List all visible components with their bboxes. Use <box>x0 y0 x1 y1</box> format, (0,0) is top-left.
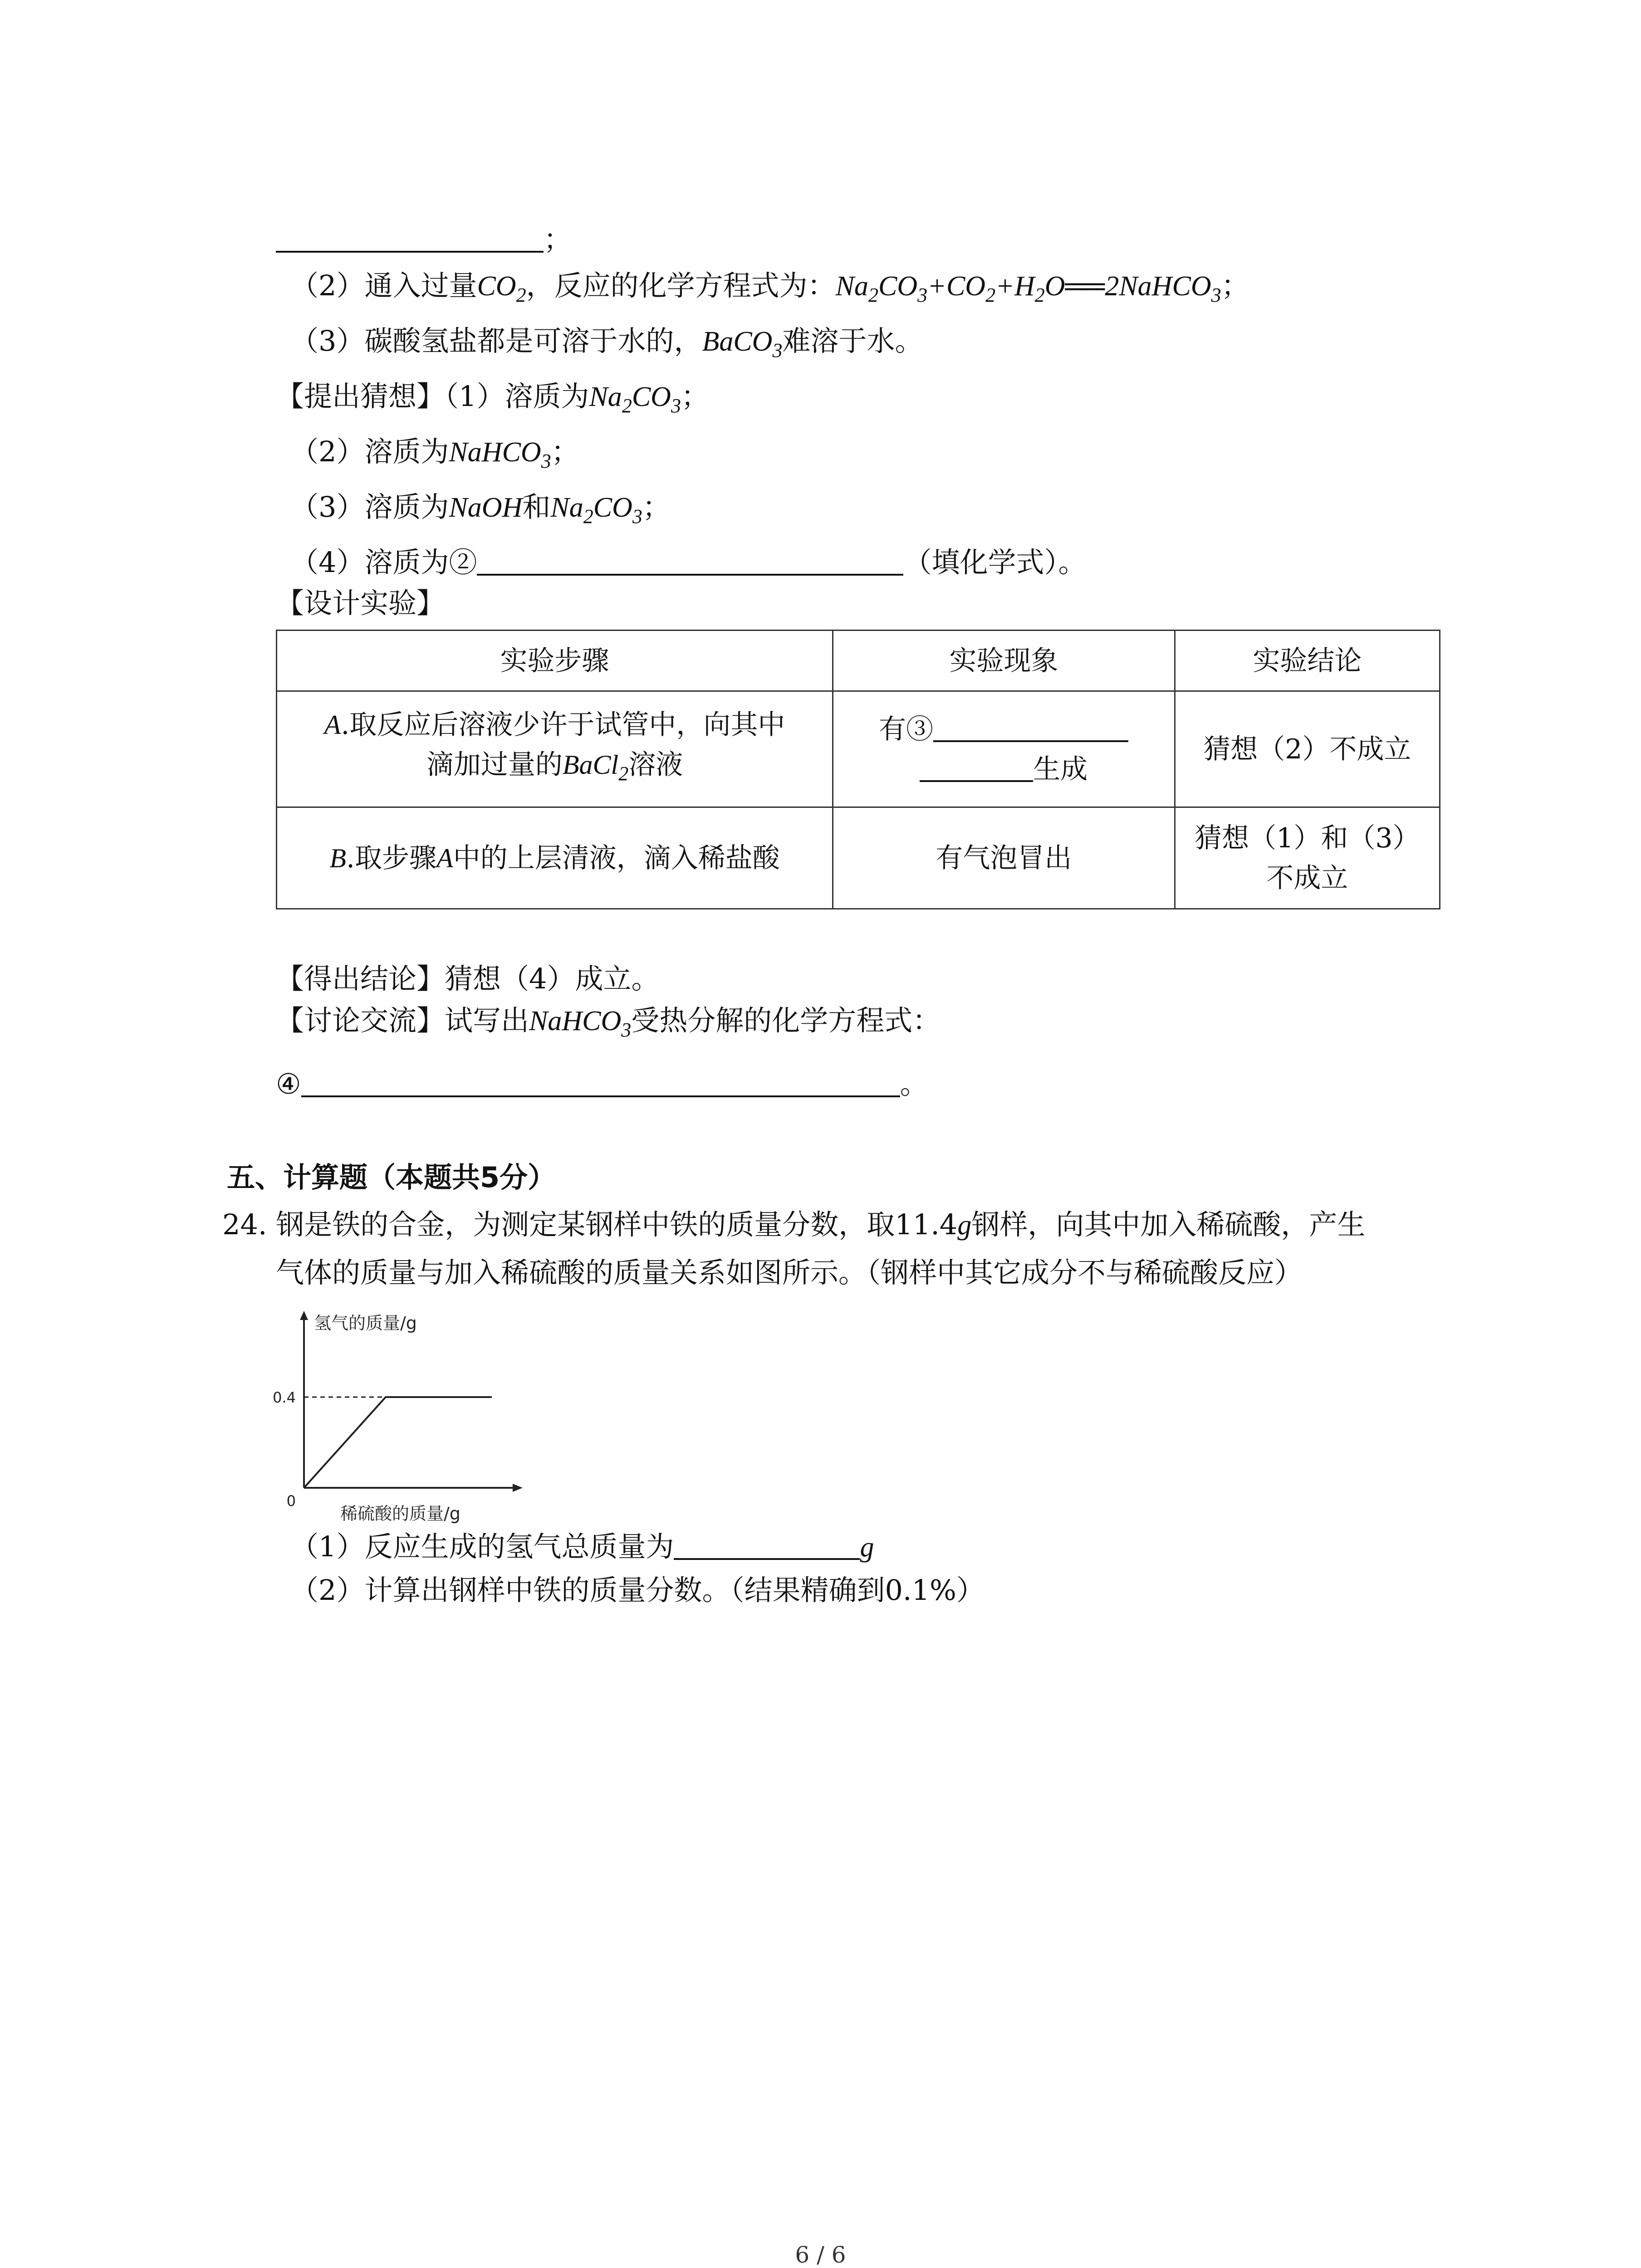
header-phenomenon: 实验现象 <box>833 631 1175 691</box>
page-number: 6 / 6 <box>795 2242 846 2268</box>
series-line <box>304 1397 492 1488</box>
question-24-line-1: 24. 钢是铁的合金，为测定某钢样中铁的质量分数，取11.4g钢样，向其中加入稀硫酸，产生 <box>222 1208 1366 1241</box>
phenomenon-b-cell: 有气泡冒出 <box>833 807 1175 909</box>
conclusion-b-cell: 猜想（1）和（3） 不成立 <box>1175 807 1440 909</box>
sub-question-2: （2）计算出钢样中铁的质量分数。（结果精确到0.1%） <box>290 1574 985 1607</box>
answer-blank-3[interactable] <box>933 740 1128 742</box>
question-24-line-2: 气体的质量与加入稀硫酸的质量关系如图所示。（钢样中其它成分不与稀硫酸反应） <box>276 1256 1303 1289</box>
step-a-cell: A.取反应后溶液少许于试管中，向其中 滴加过量的BaCl$_2$溶液 <box>277 691 833 807</box>
hypothesis-2: （2）溶质为NaHCO$_3$； <box>290 435 579 472</box>
y-axis-arrow <box>300 1311 308 1320</box>
hydrogen-mass-chart <box>254 1306 535 1524</box>
conclusion-a-cell: 猜想（2）不成立 <box>1175 691 1440 807</box>
header-step: 实验步骤 <box>277 631 833 691</box>
conclusion-line: 【得出结论】猜想（4）成立。 <box>276 962 660 995</box>
table-row <box>277 691 1440 807</box>
info-line-2: （2）通入过量$CO_2$，反应的化学方程式为：$Na_2CO_3+CO_2+H_2O══2NaHCO_3$； <box>290 269 1249 306</box>
discussion-line: 【讨论交流】试写出NaHCO$_3$受热分解的化学方程式： <box>276 1004 941 1041</box>
origin-label: 0 <box>286 1492 296 1510</box>
hypothesis-3: （3）溶质为NaOH和$Na_2CO_3$； <box>290 490 671 528</box>
hypothesis-4: （4）溶质为② （填化学式）。 <box>290 546 1087 579</box>
answer-blank-2[interactable] <box>477 574 903 576</box>
table-header-row <box>277 631 1440 691</box>
header-conclusion: 实验结论 <box>1175 631 1440 691</box>
answer-blank-4[interactable] <box>301 1095 900 1097</box>
phenomenon-a-cell: 有③ 生成 <box>833 691 1175 807</box>
table-row <box>277 807 1440 909</box>
equation-answer-line: ④ 。 <box>276 1067 928 1100</box>
answer-blank-1[interactable] <box>276 251 544 253</box>
y-tick-label: 0.4 <box>273 1389 296 1406</box>
step-b-cell: B.取步骤A中的上层清液，滴入稀盐酸 <box>277 807 833 909</box>
chemical-equation: $Na_2CO_3+CO_2+H_2O══2NaHCO_3$ <box>835 271 1221 306</box>
section-heading: 五、计算题（本题共5分） <box>227 1161 556 1194</box>
y-axis-label: 氢气的质量/g <box>314 1313 417 1333</box>
answer-blank-5[interactable] <box>674 1558 860 1560</box>
hypothesis-1: 【提出猜想】（1）溶质为$Na_2CO_3$； <box>276 380 709 417</box>
answer-blank-3b[interactable] <box>920 780 1033 782</box>
answer-line-1: ； <box>276 221 572 258</box>
info-line-3: （3）碳酸氢盐都是可溶于水的，BaCO$_3$难溶于水。 <box>290 324 923 362</box>
sub-question-1: （1）反应生成的氢气总质量为 g <box>290 1530 874 1563</box>
experiment-table <box>276 630 1440 909</box>
chart-svg <box>254 1306 535 1524</box>
design-heading: 【设计实验】 <box>276 587 445 620</box>
x-axis-arrow <box>513 1484 523 1492</box>
x-axis-label: 稀硫酸的质量/g <box>340 1504 460 1524</box>
